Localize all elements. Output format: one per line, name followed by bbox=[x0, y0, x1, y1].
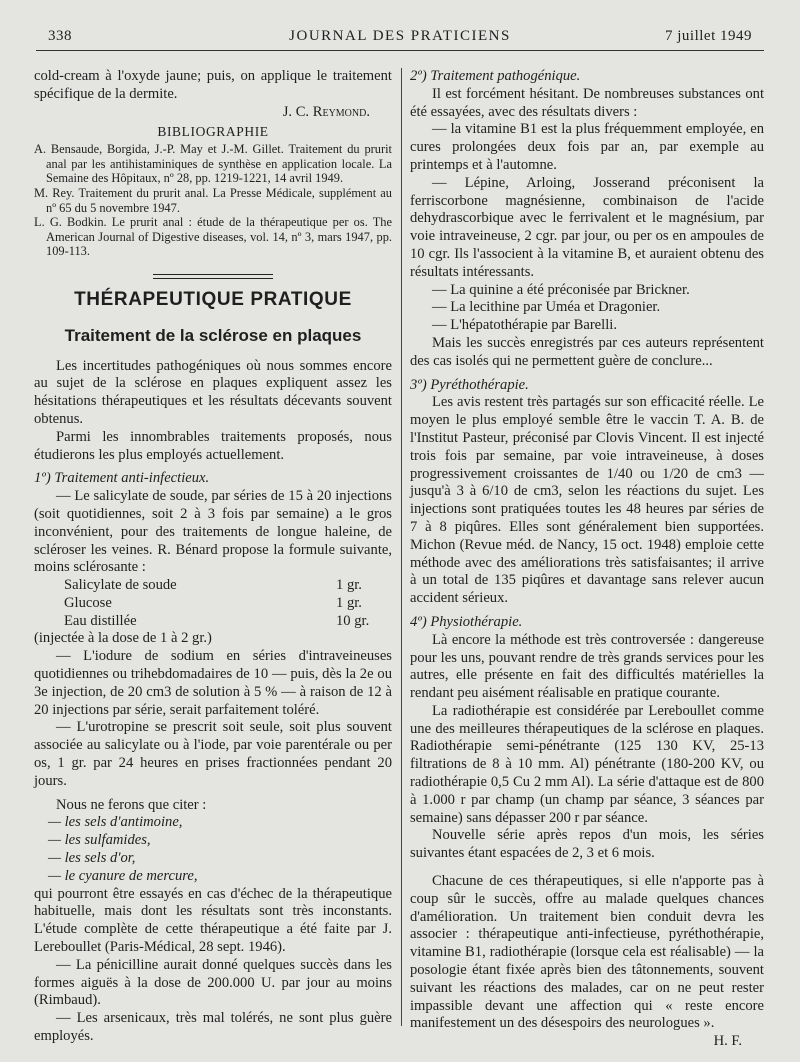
paragraph: Mais les succès enregistrés par ces auteurs représentent des cas isolés qui ne permettent guère de conclure... bbox=[410, 334, 764, 369]
page-header bbox=[36, 26, 764, 51]
paragraph: — L'urotropine se prescrit soit seule, soit plus souvent associée au salicylate ou à l'iode, par voie parentérale ou per os, 1 gr. par 24 heures en prises fractionnées pendant 20 jours. bbox=[34, 719, 392, 789]
paragraph: — L'iodure de sodium en séries d'intraveineuses quotidiennes ou trihebdomadaires de 10 — puis, dès la 2e ou 3e injection, de 20 cm3 de solution à 5 % — à raison de 12 à 20 injections par série, serait parfaitement toléré. bbox=[34, 648, 392, 718]
section-title: THÉRAPEUTIQUE PRATIQUE bbox=[74, 288, 352, 310]
column-divider bbox=[401, 68, 402, 1026]
author-signature: H. F. bbox=[713, 1033, 742, 1050]
paragraph: — La lecithine par Uméa et Dragonier. bbox=[432, 299, 661, 316]
issue-date: 7 juillet 1949 bbox=[665, 28, 752, 44]
list-item: — les sels d'antimoine, bbox=[48, 814, 183, 831]
section-separator bbox=[153, 274, 273, 279]
formula-row: Salicylate de soude 1 gr. bbox=[64, 577, 362, 594]
paragraph: — La pénicilline aurait donné quelques succès dans les formes aiguës à la dose de 200.000 U. par jour au moins (Rimbaud). bbox=[34, 956, 392, 1009]
page-number: 338 bbox=[48, 28, 72, 44]
bibliography-entry: L. G. Bodkin. Le prurit anal : étude de la thérapeutique per os. The American Journal of Digestive diseases, vol. 14, nº 3, mars 1947, pp. 109-113. bbox=[34, 215, 392, 259]
journal-title: JOURNAL DES PRATICIENS bbox=[289, 28, 511, 44]
list-item: — les sulfamides, bbox=[48, 832, 151, 849]
bibliography-entry: A. Bensaude, Borgida, J.-P. May et J.-M. Gillet. Traitement du prurit anal par les antihistaminiques de synthèse en application locale. La Semaine des Hôpitaux, nº 28, pp. 1219-1221, 14 avril 1949. bbox=[34, 142, 392, 186]
paragraph: (injectée à la dose de 1 à 2 gr.) bbox=[34, 630, 212, 647]
paragraph: Nous ne ferons que citer : bbox=[56, 796, 207, 813]
author-signature: J. C. Reymond. bbox=[282, 103, 370, 120]
paragraph: Parmi les innombrables traitements proposés, nous étudierons les plus employés actuellement. bbox=[34, 428, 392, 463]
bibliography-entry: M. Rey. Traitement du prurit anal. La Presse Médicale, supplément au nº 65 du 5 novembre 1947. bbox=[34, 185, 392, 215]
paragraph: — La quinine a été préconisée par Brickner. bbox=[432, 281, 690, 298]
paragraph: — L'hépatothérapie par Barelli. bbox=[432, 317, 617, 334]
paragraph: — Les arsenicaux, très mal tolérés, ne sont plus guère employés. bbox=[34, 1010, 392, 1045]
formula-row: Glucose 1 gr. bbox=[64, 594, 362, 611]
paragraph: — la vitamine B1 est la plus fréquemment employée, en cures prolongées deux fois par an, par exemple au printemps et à l'automne. bbox=[410, 121, 764, 173]
list-item: — les sels d'or, bbox=[48, 850, 136, 867]
left-column bbox=[34, 68, 392, 1046]
subheading: 1º) Traitement anti-infectieux. bbox=[34, 470, 210, 487]
paragraph: qui pourront être essayés en cas d'échec de la thérapeutique habituelle, mais dont les résultats sont très inconstants. L'étude complète de cette thérapeutique a été faite par J. Lereboullet (Paris-Médical, 28 sept. 1946). bbox=[34, 885, 392, 956]
list-item: — le cyanure de mercure, bbox=[48, 867, 198, 884]
paragraph: Il est forcément hésitant. De nombreuses substances ont été essayées, avec des résultats divers : bbox=[410, 85, 764, 120]
subheading: 4º) Physiothérapie. bbox=[410, 613, 523, 630]
formula-row: Eau distillée 10 gr. bbox=[64, 612, 370, 629]
paragraph: Les incertitudes pathogéniques où nous sommes encore au sujet de la sclérose en plaques expliquent assez les hésitations thérapeutiques et les résultats décevants souvent obtenus. bbox=[34, 357, 392, 427]
paragraph: — Le salicylate de soude, par séries de 15 à 20 injections (soit quotidiennes, soit 2 à 3 fois par semaine) a le gros inconvénient, pour des traitements de longue haleine, de scléroser les veines. R. Bénard propose la formule suivante, moins sclérosante : bbox=[34, 488, 392, 576]
paragraph: Là encore la méthode est très controversée : dangereuse pour les uns, pouvant rendre de très grands services pour les autres, elle présente en fait des difficultés matérielles la rendant peu aisément réalisable en pratique courante. bbox=[410, 631, 764, 702]
bibliography-heading: BIBLIOGRAPHIE bbox=[157, 124, 269, 140]
article-title: Traitement de la sclérose en plaques bbox=[64, 325, 362, 345]
paragraph: cold-cream à l'oxyde jaune; puis, on applique le traitement spécifique de la dermite. bbox=[34, 68, 392, 102]
paragraph: — Lépine, Arloing, Josserand préconisent la ferriscorbone magnésienne, combinaison de l'acide dehydrascorbique avec le ferrivalent et le magnésium, par voie intraveineuse, 2 cgr. par jour, ou per os en ampoules de 10 cgr. Ils l'associent à la vitamine B, et auraient obtenu des résultats intéressants. bbox=[410, 174, 764, 280]
subheading: 3º) Pyréthothérapie. bbox=[410, 376, 529, 393]
paragraph: Chacune de ces thérapeutiques, si elle n'apporte pas à coup sûr le succès, offre au malade quelques chances d'amélioration. Un traitement bien conduit devra les associer : thérapeutique anti-infectieuse, pyréthothérapie, vitamine B1, radiothérapie (lorsque cela est réalisable) — la posologie étant fixée après bien des tâtonnements, souvent suivant les réactions des malades, car on ne peut rester impassible devant une affection qui « reste encore manifestement un des désespoirs des neurologues ». bbox=[410, 873, 764, 1032]
right-column bbox=[410, 68, 764, 1051]
paragraph: La radiothérapie est considérée par Lereboullet comme une des meilleures thérapeutiques de la sclérose en plaques. Radiothérapie semi-pénétrante (125 130 KV, 25-13 filtrations de 8 à 10 mm. Al) pénétrante (180-200 KV, ou radiothérapie 0,5 Cu 2 mm Al). La série d'attaque est de 800 à 1.000 r par champ (un champ par séance, 3 séances par semaine) sans dépasser 200 r par séance. bbox=[410, 702, 764, 826]
subheading: 2º) Traitement pathogénique. bbox=[410, 68, 581, 84]
paragraph: Les avis restent très partagés sur son efficacité réelle. Le moyen le plus employé semble être le vaccin T. A. B. de l'Institut Pasteur, préconisé par Clovis Vincent. Il est injecté trois fois par semaine, par voie intraveineuse, à doses progressivement croissantes de 1/40 ou 1/20 de cm3 — jusqu'à 3 à 6/10 de cm3, selon les réactions du sujet. Les injections sont pratiquées toutes les 48 heures par séries de 7 à 8 piqûres. Elles sont généralement bien supportées. Michon (Revue méd. de Nancy, 15 oct. 1948) emploie cette méthode avec des améliorations très satisfaisantes; il arrive à un total de 135 piqûres et davantage sans relever aucun accident sérieux. bbox=[410, 394, 764, 607]
paragraph: Nouvelle série après repos d'un mois, les séries suivantes étant espacées de 2, 3 et 6 mois. bbox=[410, 827, 764, 862]
